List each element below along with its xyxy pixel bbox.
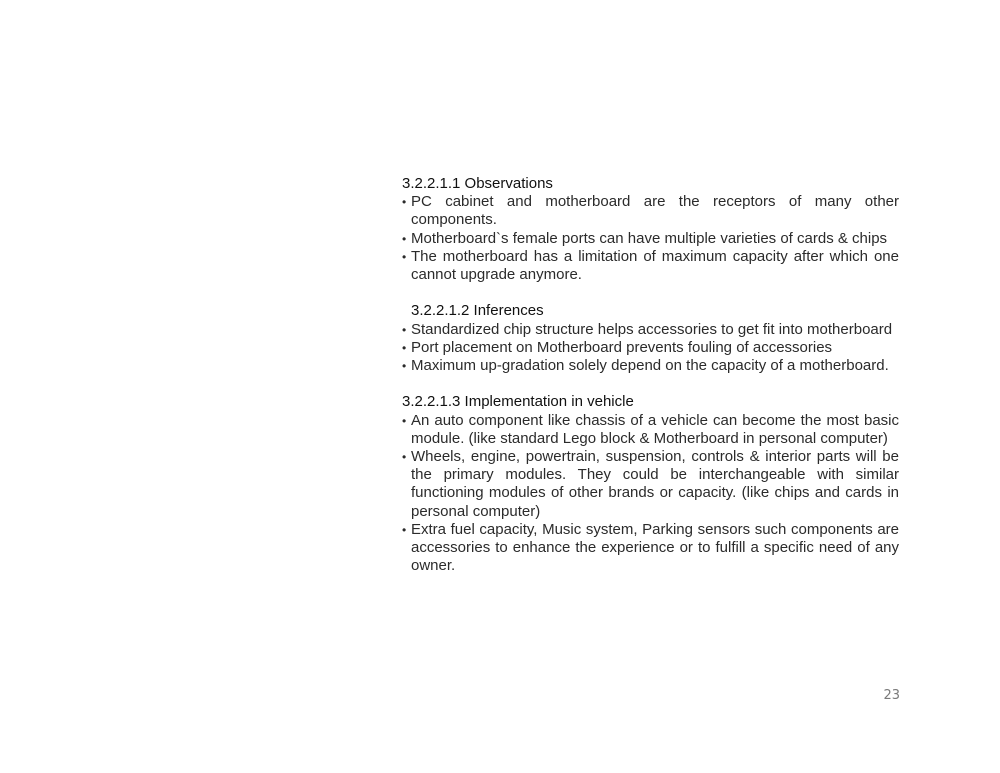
bullet-item: • Maximum up-gradation solely depend on the capacity of a motherboard. bbox=[402, 357, 899, 375]
bullet-list bbox=[402, 193, 899, 284]
section-heading: 3.2.2.1.3 Implementation in vehicle bbox=[402, 393, 634, 411]
bullet-list bbox=[402, 321, 899, 376]
bullet-item: • Standardized chip structure helps accessories to get fit into motherboard bbox=[402, 321, 899, 339]
bullet-item: • An auto component like chassis of a vehicle can become the most basic module. (like standard Lego block & Motherboard in personal computer) bbox=[402, 412, 899, 448]
bullet-item: • Port placement on Motherboard prevents fouling of accessories bbox=[402, 339, 899, 357]
section-heading: 3.2.2.1.1 Observations bbox=[402, 175, 553, 192]
page-content bbox=[402, 175, 899, 594]
bullet-item: • Extra fuel capacity, Music system, Parking sensors such components are accessories to enhance the experience or to fulfill a specific need of any owner. bbox=[402, 521, 899, 576]
bullet-item: • Motherboard`s female ports can have multiple varieties of cards & chips bbox=[402, 230, 899, 248]
bullet-list bbox=[402, 412, 899, 576]
bullet-item: • The motherboard has a limitation of maximum capacity after which one cannot upgrade anymore. bbox=[402, 248, 899, 284]
bullet-item: • PC cabinet and motherboard are the receptors of many other components. bbox=[402, 193, 899, 229]
section-inferences bbox=[402, 302, 899, 375]
section-implementation bbox=[402, 393, 899, 575]
page-number: 23 bbox=[883, 688, 900, 703]
bullet-item: • Wheels, engine, powertrain, suspension, controls & interior parts will be the primary modules. They could be interchangeable with similar functioning modules of other brands or capacity. (like chips and cards in personal computer) bbox=[402, 448, 899, 521]
section-heading: 3.2.2.1.2 Inferences bbox=[411, 302, 544, 320]
section-observations bbox=[402, 175, 899, 284]
